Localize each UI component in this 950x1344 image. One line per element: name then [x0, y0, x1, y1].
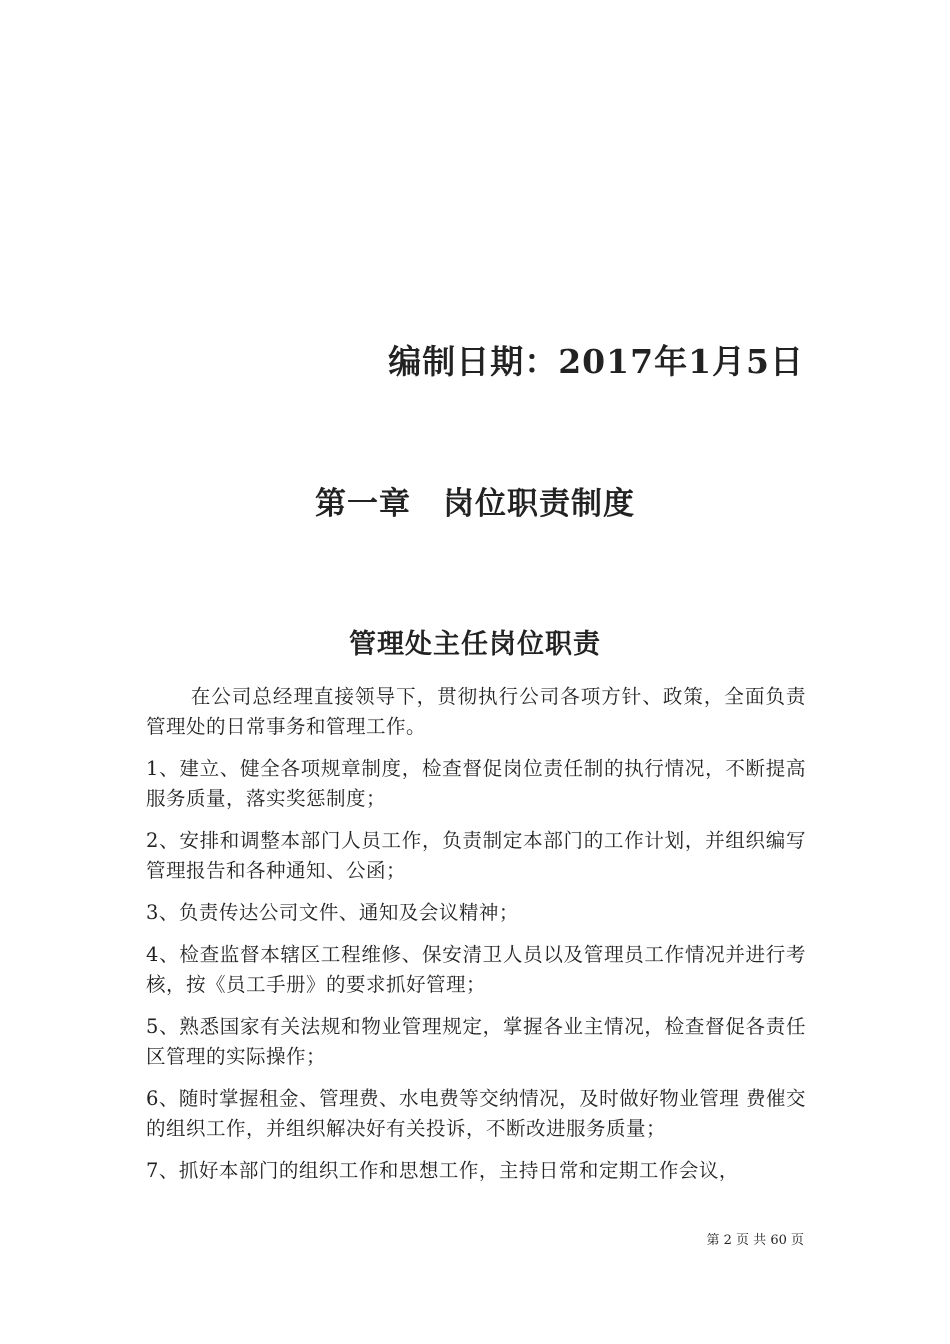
- duty-item: 5、熟悉国家有关法规和物业管理规定，掌握各业主情况，检查督促各责任区管理的实际操作；: [146, 1015, 806, 1068]
- page-number-footer: 第 2 页 共 60 页: [706, 1233, 804, 1248]
- duty-item: 1、建立、健全各项规章制度，检查督促岗位责任制的执行情况，不断提高服务质量，落实奖惩制度；: [146, 757, 806, 810]
- intro-paragraph: 在公司总经理直接领导下，贯彻执行公司各项方针、政策，全面负责管理处的日常事务和管理工作。: [146, 685, 806, 738]
- duty-item: 3、负责传达公司文件、通知及会议精神；: [146, 901, 519, 924]
- duty-item: 7、抓好本部门的组织工作和思想工作，主持日常和定期工作会议，: [146, 1159, 739, 1182]
- duty-item: 4、检查监督本辖区工程维修、保安清卫人员以及管理员工作情况并进行考核，按《员工手册》的要求抓好管理；: [146, 943, 806, 996]
- section-title: 管理处主任岗位职责: [349, 629, 601, 660]
- duty-item: 6、随时掌握租金、管理费、水电费等交纳情况，及时做好物业管理 费催交的组织工作，并组织解决好有关投诉，不断改进服务质量；: [146, 1087, 806, 1140]
- duty-item: 2、安排和调整本部门人员工作，负责制定本部门的工作计划，并组织编写管理报告和各种通知、公函；: [146, 829, 806, 882]
- compile-date: 编制日期：2017年1月5日: [388, 342, 804, 381]
- chapter-title: 第一章 岗位职责制度: [315, 486, 635, 522]
- document-body: [146, 682, 806, 1198]
